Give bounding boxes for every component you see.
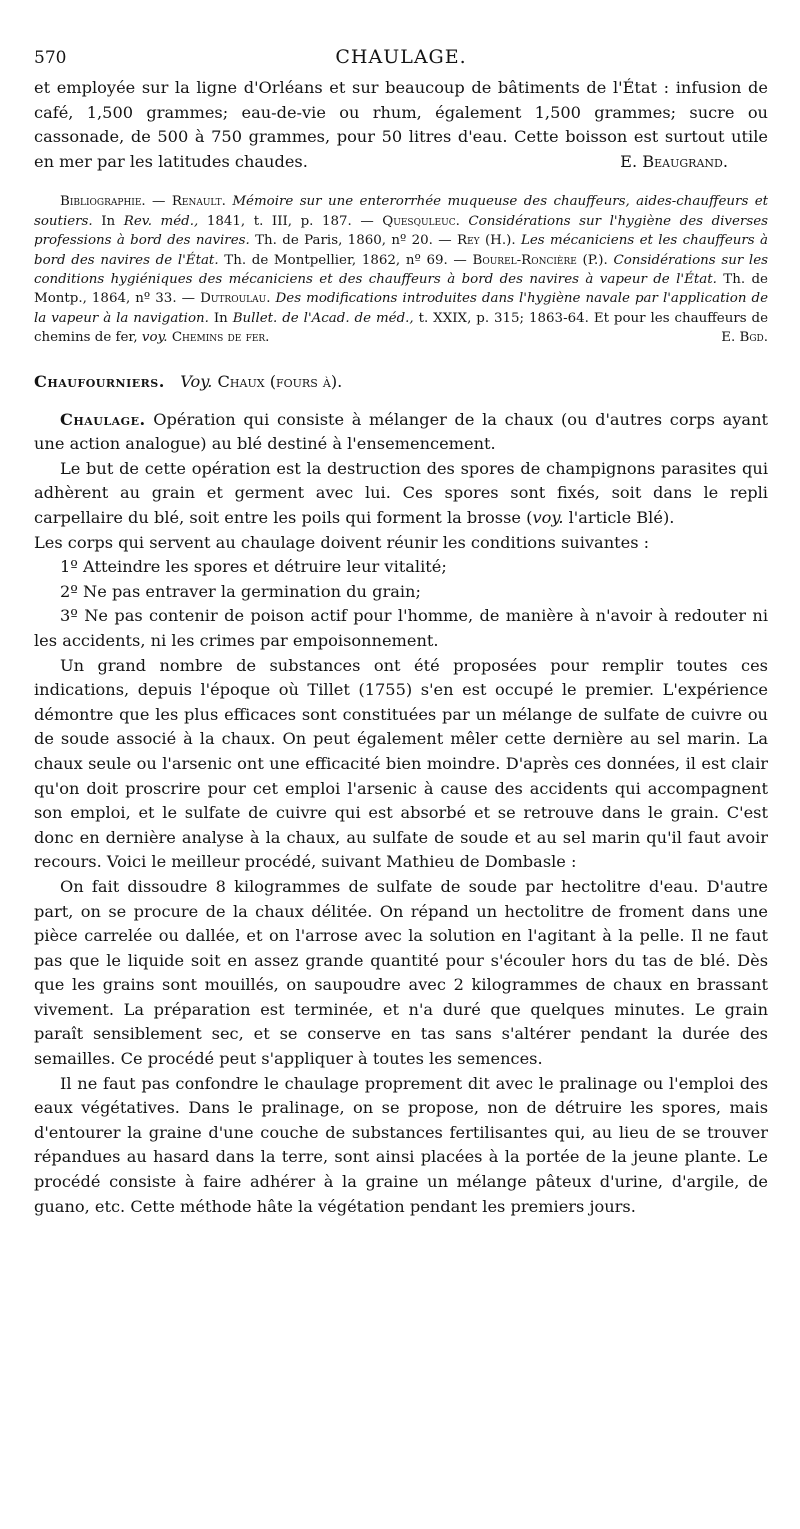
voy-abbrev: voy. [141, 330, 168, 346]
ref-note: Et pour les chauffeurs de chemins de fer, [34, 310, 769, 346]
ref-author: Rey (H.). [457, 233, 516, 249]
bibliography-signature: E. Bgd. [721, 330, 768, 346]
ref-title: Les mécaniciens et les chauffeurs à bord des navires de l'État. [34, 233, 769, 268]
ref-details: Th. de Montp., 1864, nº 33. — [34, 272, 768, 307]
cross-reference-target: Chaux (fours à). [217, 371, 343, 391]
voy-abbrev: Voy. [180, 371, 213, 391]
cross-reference-entry [34, 370, 768, 394]
ref-author: Dutroulau. [200, 291, 271, 307]
paragraph: Il ne faut pas confondre le chaulage proprement dit avec le pralinage ou l'emploi des eaux végétatives. Dans le pralinage, on se propose, non de détruire les spores, mais d'entourer la graine d'une couche de substances fertilisantes qui, au lieu de se trouver répandues au hasard dans la terre, sont ainsi placées à la portée de la jeune plante. Le procédé consiste à faire adhérer à la graine un mélange pâteux d'urine, d'argile, de guano, etc. Cette méthode hâte la végétation pendant les premiers jours. [34, 1073, 768, 1216]
paragraph: Un grand nombre de substances ont été proposées pour remplir toutes ces indications, depuis l'époque où Tillet (1755) s'en est occupé le premier. L'expérience démontre que les plus efficaces sont constituées par un mélange de sulfate de cuivre ou de soude associé à la chaux. On peut également mêler cette dernière au sel marin. La chaux seule ou l'arsenic ont une efficacité bien moindre. D'après ces données, il est clair qu'on doit proscrire pour cet emploi l'arsenic à cause des accidents qui accompagnent son emploi, et le sulfate de cuivre qui est absorbé et se retrouve dans le grain. C'est donc en dernière analyse à la chaux, au sulfate de soude et au sel marin qu'il faut avoir recours. Voici le meilleur procédé, suivant Mathieu de Dombasle : [34, 655, 768, 872]
running-head [34, 40, 768, 76]
entry-definition [34, 408, 768, 457]
ref-author: Renault. [171, 194, 226, 210]
ref-source: In [213, 310, 228, 326]
ref-title: Considérations sur les conditions hygiéniques des mécaniciens et des chauffeurs à bord des navires à vapeur de l'État. [34, 252, 768, 287]
ref-details: Th. de Paris, 1860, nº 20. — [255, 233, 452, 249]
page-number: 570 [34, 48, 67, 68]
author-signature: E. Beaugrand. [620, 151, 728, 171]
list-item: 1º Atteindre les spores et détruire leur vitalité; [60, 557, 447, 577]
list-item: 3º Ne pas contenir de poison actif pour l'homme, de manière à n'avoir à redouter ni les accidents, ni les crimes par empoisonnement. [34, 606, 768, 650]
bibliography-label: Bibliographie. [60, 194, 146, 210]
ref-details: 1841, t. III, p. 187. — [206, 213, 374, 229]
ref-details: t. XXIX, p. 315; 1863-64. [418, 310, 589, 326]
list-item: 2º Ne pas entraver la germination du grain; [60, 581, 421, 601]
ref-author: Quesquleuc. [382, 213, 460, 229]
ref-source: In [101, 213, 116, 229]
paragraph: On fait dissoudre 8 kilogrammes de sulfate de soude par hectolitre d'eau. D'autre part, on se procure de la chaux délitée. On répand un hectolitre de froment dans une pièce carrelée ou dallée, et on l'arrose avec la solution en l'agitant à la pelle. Il ne faut pas que le liquide soit en assez grande quantité pour s'écouler hors du tas de blé. Dès que les grains sont mouillés, on saupoudre avec 2 kilogrammes de chaux en brassant vivement. La préparation est terminée, et n'a duré que quelques minutes. Le grain paraît sensiblement sec, et se conserve en tas sans s'altérer pendant la durée des semailles. Ce procédé peut s'appliquer à toutes les semences. [34, 876, 768, 1069]
paragraph: Les corps qui servent au chaulage doivent réunir les conditions suivantes : [34, 532, 650, 552]
bibliography: Bibliographie. — Renault. Mémoire sur une enterorrhée muqueuse des chauffeurs, aides-chauffeurs et soutiers. In Rev. méd., 1841, t. III, p. 187. — Quesquleuc. Considérations sur l'hygiène des diverses professions à bord des navires. Th. de Paris, 1860, nº 20. — Rey (H.). Les mécaniciens et les chauffeurs à bord des navires de l'État. Th. de Montpellier, 1862, nº 69. — Bourel-Roncière (P.). Considérations sur les conditions hygiéniques des mécaniciens et des chauffeurs à bord des navires à vapeur de l'État. Th. de Montp., 1864, nº 33. — Dutroulau. Des modifications introduites dans l'hygiène navale par l'application de la vapeur à la navigation. In Bullet. de l'Acad. de méd., t. XXIX, p. 315; 1863-64. Et pour les chauffeurs de chemins de fer, voy. Chemins de fer. E. Bgd. [34, 192, 768, 347]
ref-details: Th. de Montpellier, 1862, nº 69. — [224, 252, 467, 268]
continuation-text: et employée sur la ligne d'Orléans et sur beaucoup de bâtiments de l'État : infusion de café, 1,500 grammes; eau-de-vie ou rhum, également 1,500 grammes; sucre ou cassonade, de 500 à 750 grammes, pour 50 litres d'eau. Cette boisson est surtout utile en mer par les latitudes chaudes. [34, 78, 768, 171]
ref-title: Des modifications introduites dans l'hygiène navale par l'application de la vapeur à la navigation. [34, 291, 768, 326]
ref-author: Bourel-Roncière (P.). [472, 252, 608, 268]
entry-headword: Chaulage. [60, 409, 146, 429]
definition-text: Opération qui consiste à mélanger de la chaux (ou d'autres corps ayant une action analogue) au blé destiné à l'ensemencement. [34, 409, 768, 454]
ref-title: Considérations sur l'hygiène des diverses professions à bord des navires. [34, 213, 768, 249]
voy-abbrev: voy. [532, 508, 564, 527]
paragraph [34, 457, 768, 531]
entry-headword: Chaufourniers. [34, 371, 165, 391]
ref-journal: Bullet. de l'Acad. de méd., [232, 310, 414, 326]
ref-crosslink: Chemins de fer. [171, 330, 270, 346]
paragraph-text: Le but de cette opération est la destruction des spores de champignons parasites qui adhèrent au grain et germent avec lui. Ces spores sont fixés, soit dans le repli carpellaire du blé, soit entre les poils qui forment la brosse ( [34, 458, 768, 527]
ref-title: Mémoire sur une enterorrhée muqueuse des chauffeurs, aides-chauffeurs et soutiers. [34, 194, 768, 229]
running-title: CHAULAGE. [335, 46, 467, 68]
ref-journal: Rev. méd., [123, 213, 199, 229]
continuation-paragraph [34, 76, 768, 174]
paragraph-text: l'article Blé). [568, 508, 675, 527]
book-page [34, 40, 768, 1219]
